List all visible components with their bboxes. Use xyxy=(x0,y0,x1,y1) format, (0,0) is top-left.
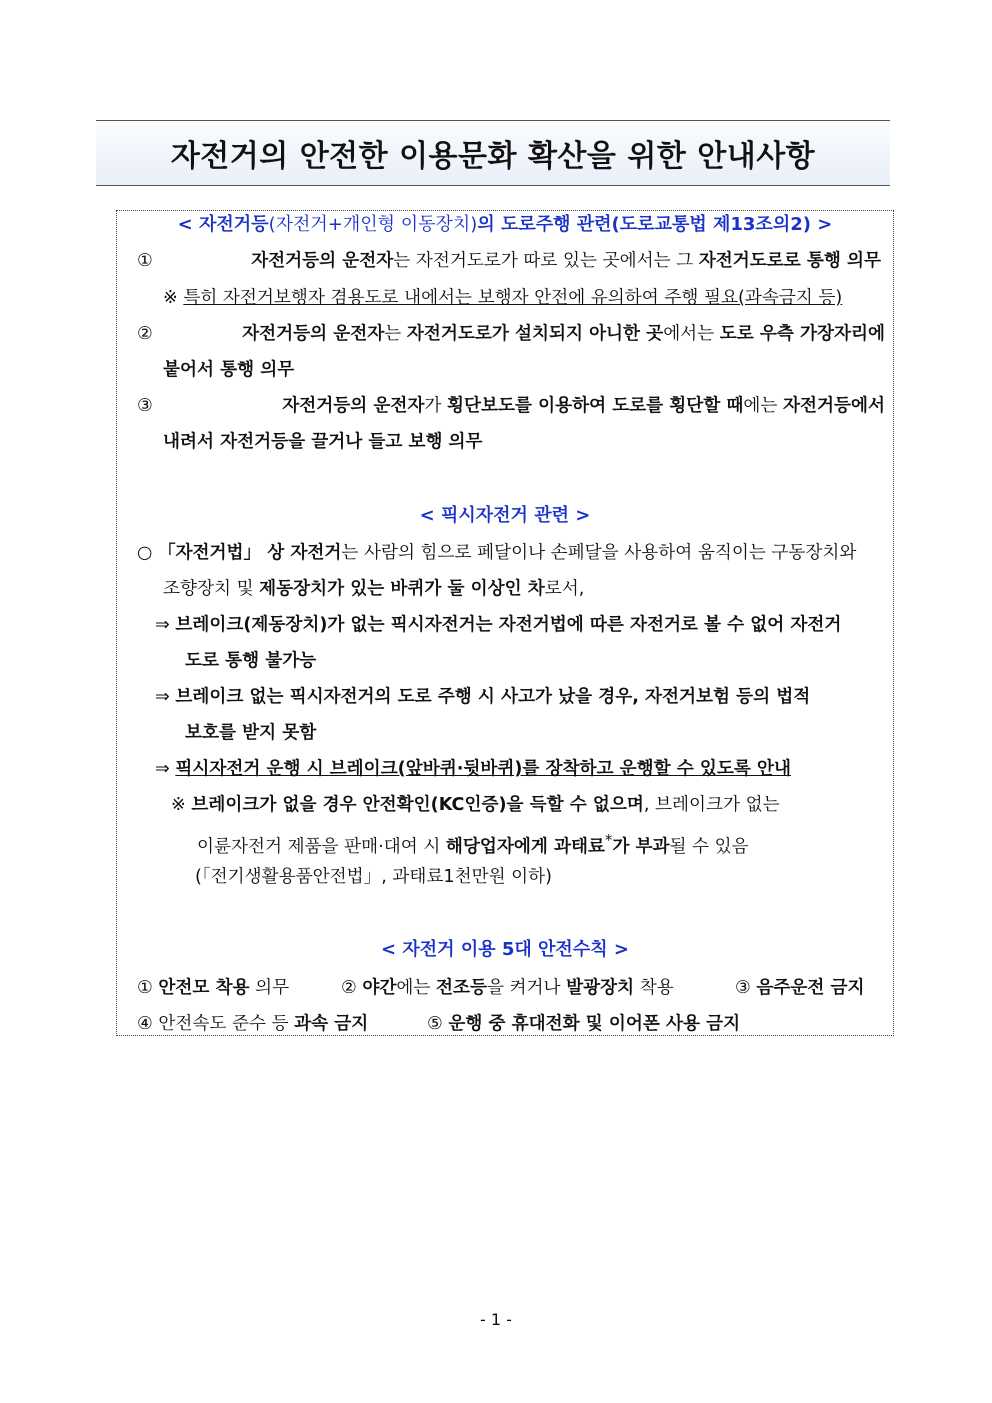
section1-item2: ② 자전거등의 운전자는 자전거도로가 설치되지 아니한 곳에서는 도로 우측 가장자리에 xyxy=(137,324,885,344)
section3-rule2: ② 야간에는 전조등을 켜거나 발광장치 착용 xyxy=(341,978,674,998)
section2-arrow2-line2: 보호를 받지 못함 xyxy=(185,723,317,743)
section1-note1: ※ 특히 자전거보행자 겸용도로 내에서는 보행자 안전에 유의하여 주행 필요(과속금지 등) xyxy=(163,288,843,308)
section3-rule4: ④ 안전속도 준수 등 과속 금지 xyxy=(137,1014,369,1034)
page-number: - 1 - xyxy=(480,1310,512,1329)
section2-arrow1-line2: 도로 통행 불가능 xyxy=(185,651,317,671)
section2-arrow2: ⇒ 브레이크 없는 픽시자전거의 도로 주행 시 사고가 났을 경우, 자전거보험 등의 법적 xyxy=(155,687,811,707)
title-box xyxy=(96,120,890,186)
section3-rule5: ⑤ 운행 중 휴대전화 및 이어폰 사용 금지 xyxy=(427,1014,741,1034)
section2-item1-line2: 조향장치 및 제동장치가 있는 바퀴가 둘 이상인 차로서, xyxy=(163,579,585,599)
section3-rule1: ① 안전모 착용 의무 xyxy=(137,978,290,998)
section1-header: < 자전거등(자전거+개인형 이동장치)의 도로주행 관련(도로교통법 제13조의2) > xyxy=(177,214,833,235)
page-title: 자전거의 안전한 이용문화 확산을 위한 안내사항 xyxy=(170,139,816,174)
section2-note: ※ 브레이크가 없을 경우 안전확인(KC인증)을 득할 수 없으며, 브레이크가 없는 xyxy=(171,795,780,815)
section2-header: < 픽시자전거 관련 > xyxy=(419,505,591,526)
section1-item3: ③ 자전거등의 운전자가 횡단보도를 이용하여 도로를 횡단할 때에는 자전거등에서 xyxy=(137,396,885,416)
section3-rule3: ③ 음주운전 금지 xyxy=(735,978,865,998)
section2-item1: ○ 「자전거법」 상 자전거는 사람의 힘으로 페달이나 손페달을 사용하여 움직이는 구동장치와 xyxy=(137,543,857,563)
section2-arrow1: ⇒ 브레이크(제동장치)가 없는 픽시자전거는 자전거법에 따른 자전거로 볼 수 없어 자전거 xyxy=(155,615,842,635)
content-box xyxy=(116,210,894,1036)
section1-item2-line2: 붙어서 통행 의무 xyxy=(163,360,295,380)
section1-item1: ① 자전거등의 운전자는 자전거도로가 따로 있는 곳에서는 그 자전거도로로 통행 의무 xyxy=(137,251,881,271)
section2-note-line3: (「전기생활용품안전법」, 과태료1천만원 이하) xyxy=(195,867,553,887)
section1-item3-line2: 내려서 자전거등을 끌거나 들고 보행 의무 xyxy=(163,432,483,452)
section2-arrow3: ⇒ 픽시자전거 운행 시 브레이크(앞바퀴·뒷바퀴)를 장착하고 운행할 수 있도록 안내 xyxy=(155,759,791,779)
section3-header: < 자전거 이용 5대 안전수칙 > xyxy=(381,939,629,960)
section2-note-line2: 이륜자전거 제품을 판매·대여 시 해당업자에게 과태료*가 부과될 수 있음 xyxy=(197,832,749,857)
